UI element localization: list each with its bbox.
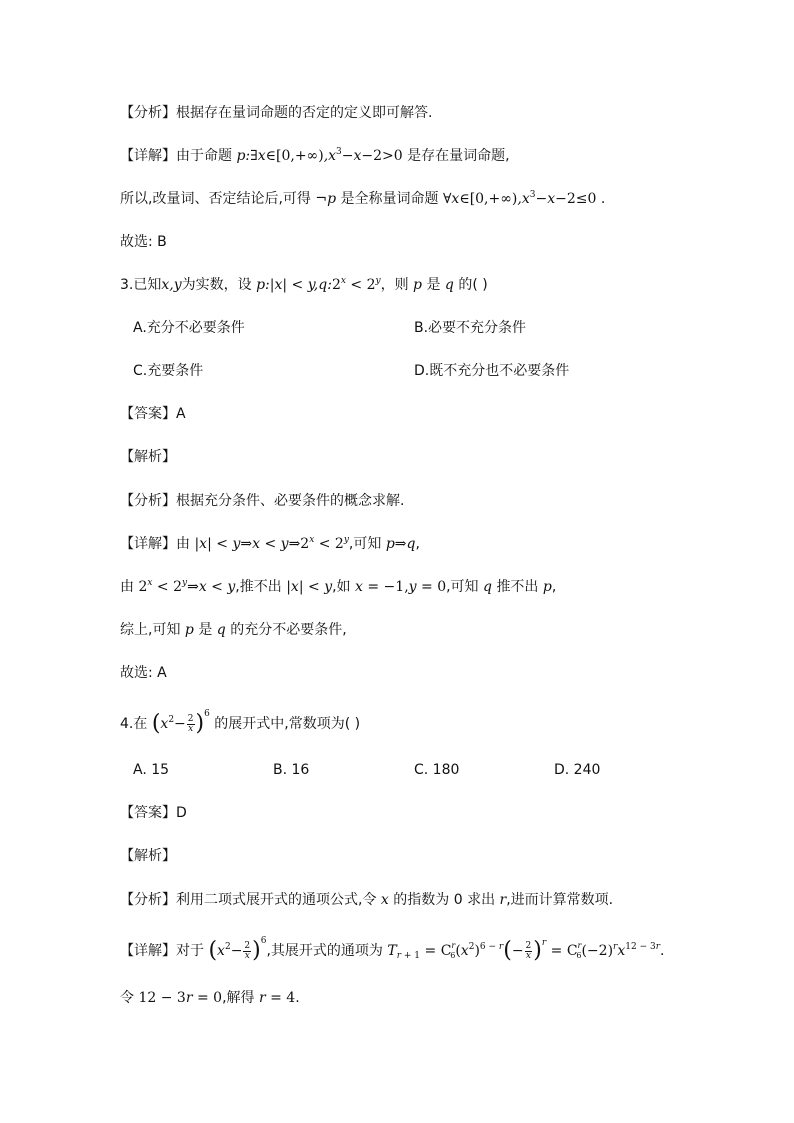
text-segment: , (415, 536, 420, 552)
text-segment: 由 (120, 579, 134, 595)
math-expression: q (440, 277, 459, 293)
selection-text: 故选: B (120, 234, 167, 250)
selection-line-q3 (120, 663, 167, 683)
math-expression: x = −1,y = 0 (355, 579, 447, 595)
text-segment: ,可知 (446, 579, 479, 595)
explanation-header-q4 (120, 846, 176, 866)
text-segment: 【详解】由于命题 (120, 148, 232, 164)
option-c-q4[interactable] (414, 760, 459, 780)
option-b[interactable] (414, 318, 526, 338)
option-b-q4[interactable] (273, 760, 309, 780)
option-d-q4[interactable] (554, 760, 600, 780)
math-expression: p⇒q (385, 536, 416, 552)
math-expression: |x| < y⇒x < $y\Rightarrow 2^x < 2^y$ (194, 535, 349, 552)
text-segment: 【详解】对于 (120, 943, 204, 959)
detail-line-q3-1 (120, 534, 420, 554)
option-c-label: C.充要条件 (133, 363, 204, 379)
text-segment: ,可知 (348, 536, 382, 552)
answer-line-q4 (120, 803, 187, 823)
analysis-line-q3 (120, 491, 404, 511)
explanation-label: 【解析】 (120, 848, 176, 864)
option-a-q4[interactable] (133, 760, 169, 780)
text-segment: 的( ) (458, 277, 488, 293)
text-segment: . (600, 191, 606, 207)
math-expression: p (408, 277, 427, 293)
math-expression: q (483, 579, 492, 595)
analysis-text: 【分析】根据存在量词命题的否定的定义即可解答. (120, 105, 433, 121)
question-3 (120, 275, 488, 295)
text-segment: . (295, 990, 300, 1006)
text-segment: 的充分不必要条件, (230, 622, 347, 638)
text-segment: 令 (120, 990, 134, 1006)
text-segment: ,推不出 (235, 579, 282, 595)
detail-line-q3-3 (120, 620, 347, 640)
text-segment: 是 (198, 622, 213, 638)
analysis-line (120, 103, 432, 123)
math-expression: $2^x$ < $2^y\Rightarrow x < y$ (138, 578, 236, 595)
option-d-label: D.既不充分也不必要条件 (414, 363, 570, 379)
text-segment: 的指数为 0 求出 (393, 892, 496, 908)
answer-text: 【答案】D (120, 805, 187, 821)
text-segment: 3.已知 (120, 277, 162, 293)
text-segment: ,解得 (222, 990, 255, 1006)
explanation-label: 【解析】 (120, 449, 176, 465)
analysis-text: 【分析】根据充分条件、必要条件的概念求解. (120, 493, 405, 509)
explanation-header-q3 (120, 447, 176, 467)
math-expression: p (542, 579, 552, 595)
text-segment: 所以,改量词、否定结论后,可得 (120, 191, 311, 207)
math-expression: ($x^2-$ $\frac{2}{x}$ )$^6$ (151, 709, 210, 736)
detail-line-q2 (120, 146, 510, 166)
text-segment: , (551, 579, 557, 595)
text-segment: 【分析】利用二项式展开式的通项公式,令 (120, 892, 377, 908)
math-expression: 12 − 3r = 0 (138, 990, 223, 1006)
option-a[interactable] (133, 318, 245, 338)
math-expression: r (499, 892, 507, 908)
math-expression: p (184, 622, 194, 638)
math-expression: r = 4 (258, 990, 296, 1006)
text-segment: 为实数，设 (181, 277, 252, 293)
option-c[interactable] (133, 361, 203, 381)
option-a-label: A.充分不必要条件 (133, 320, 245, 336)
text-segment: ，则 (380, 277, 409, 293)
text-segment: 综上,可知 (120, 622, 181, 638)
math-expression: p:|x| < $y,q:2^x < 2^y$ (256, 276, 381, 293)
analysis-line-q4 (120, 890, 613, 910)
text-segment: . (660, 943, 665, 959)
text-segment: 的展开式中,常数项为( ) (214, 716, 361, 732)
math-expression: x (380, 892, 389, 908)
option-d-label: D. 240 (554, 762, 601, 778)
option-a-label: A. 15 (133, 762, 170, 778)
text-segment: ,如 (332, 579, 351, 595)
text-segment: ,进而计算常数项. (506, 892, 614, 908)
answer-text: 【答案】A (120, 406, 186, 422)
option-c-label: C. 180 (414, 762, 460, 778)
math-expression: x,y (161, 277, 182, 293)
math-expression: ¬p (315, 191, 337, 207)
detail-line-q4-1 (120, 936, 665, 963)
question-4 (120, 709, 361, 736)
conclusion-line-q2 (120, 189, 605, 209)
option-b-label: B.必要不充分条件 (414, 320, 527, 336)
math-expression: ($x^2-$ $\frac{2}{x}$ )$^6$ (208, 936, 267, 963)
math-expression: $p:\exists x\in[0,+\infty),x^3-x-2>0$ (236, 147, 403, 164)
math-expression: $T_{r + 1} = C^r_6(x^2)^{6 - r}(-$ $\frac{2}{x}$ )$^r = C^r_6(-2)^rx^{12 - 3r}$ (387, 938, 661, 963)
math-expression: $\forall x\in[0,+\infty),x^3-x-2\le 0$ (442, 190, 597, 207)
text-segment: 【详解】由 (120, 536, 190, 552)
detail-line-q4-2 (120, 988, 300, 1008)
selection-text: 故选: A (120, 665, 167, 681)
math-expression: |x| < y (286, 579, 333, 595)
option-d[interactable] (414, 361, 569, 381)
text-segment: 是存在量词命题, (407, 148, 510, 164)
text-segment: 是全称量词命题 (340, 191, 439, 207)
text-segment: ,其展开式的通项为 (266, 943, 383, 959)
math-expression: q (216, 622, 226, 638)
text-segment: 是 (426, 277, 441, 293)
detail-line-q3-2 (120, 577, 556, 597)
selection-line-q2 (120, 232, 167, 252)
text-segment: 推不出 (496, 579, 539, 595)
answer-line-q3 (120, 404, 186, 424)
option-b-label: B. 16 (273, 762, 310, 778)
text-segment: 4.在 (120, 716, 148, 732)
